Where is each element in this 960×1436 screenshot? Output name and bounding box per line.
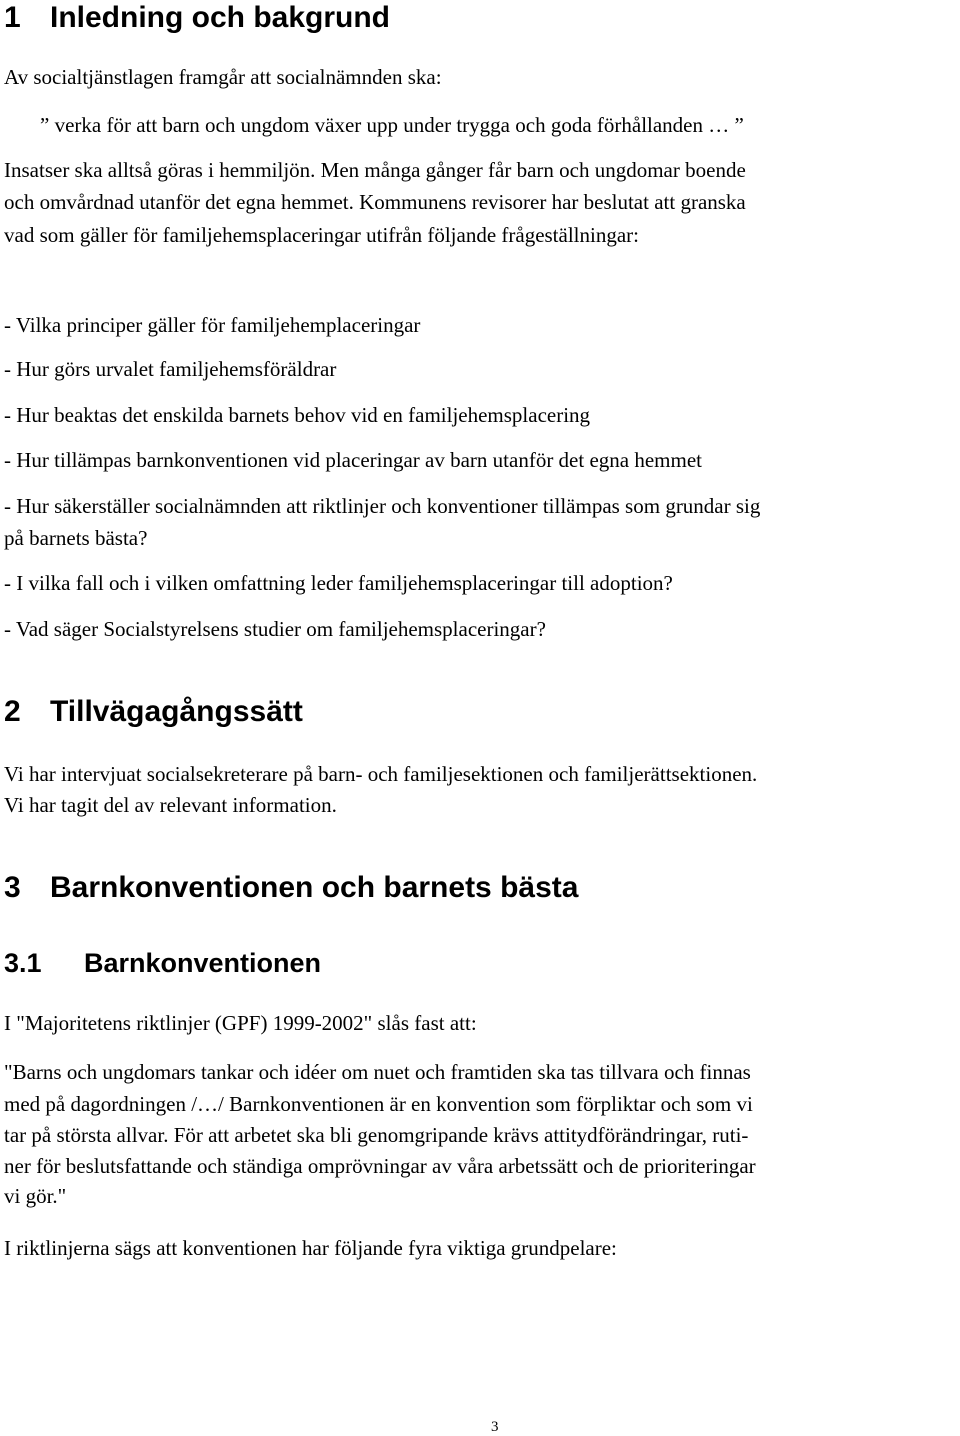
intro-lead: Av socialtjänstlagen framgår att socialnämnden ska: — [4, 65, 442, 89]
convention-quote-line: med på dagordningen /…/ Barnkonventionen är en konvention som förpliktar och som vi — [4, 1092, 753, 1116]
question-item: - Hur beaktas det enskilda barnets behov vid en familjehemsplacering — [4, 403, 591, 427]
section-number: 3.1 — [4, 948, 42, 978]
convention-quote-line: tar på största allvar. För att arbetet ska bli genomgripande krävs attitydförändringar, ruti- — [4, 1123, 749, 1147]
heading-section-3-1 — [4, 947, 321, 979]
method-line: Vi har tagit del av relevant information. — [4, 793, 337, 817]
question-item: - Hur säkerställer socialnämnden att riktlinjer och konventioner tillämpas som grundar sig — [4, 494, 761, 518]
section-number: 2 — [4, 695, 21, 728]
question-item: - Vilka principer gäller för familjehemplaceringar — [4, 313, 421, 337]
intro-line: vad som gäller för familjehemsplaceringar utifrån följande frågeställningar: — [4, 223, 639, 247]
section-title: Barnkonventionen — [84, 948, 322, 978]
question-item: - Hur tillämpas barnkonventionen vid placeringar av barn utanför det egna hemmet — [4, 448, 703, 472]
section-title: Barnkonventionen och barnets bästa — [50, 871, 579, 904]
question-item-continued: på barnets bästa? — [4, 526, 148, 550]
convention-quote-line: "Barns och ungdomars tankar och idéer om nuet och framtiden ska tas tillvara och finnas — [4, 1060, 751, 1084]
question-item: - Hur görs urvalet familjehemsföräldrar — [4, 357, 337, 381]
convention-quote-line: ner för beslutsfattande och ständiga omprövningar av våra arbetssätt och de prioriteringar — [4, 1154, 756, 1178]
convention-quote-line: vi gör." — [4, 1184, 67, 1208]
page-number: 3 — [491, 1419, 499, 1435]
convention-intro: I "Majoritetens riktlinjer (GPF) 1999-2002" slås fast att: — [4, 1011, 477, 1035]
section-title: Tillvägagångssätt — [50, 695, 303, 728]
question-item: - I vilka fall och i vilken omfattning leder familjehemsplaceringar till adoption? — [4, 571, 673, 595]
heading-section-3 — [4, 870, 578, 906]
intro-line: och omvårdnad utanför det egna hemmet. Kommunens revisorer har beslutat att granska — [4, 190, 746, 214]
section-number: 1 — [4, 1, 21, 34]
method-line: Vi har intervjuat socialsekreterare på barn- och familjesektionen och familjerättsektionen. — [4, 762, 758, 786]
convention-closing: I riktlinjerna sägs att konventionen har följande fyra viktiga grundpelare: — [4, 1236, 617, 1260]
heading-section-2 — [4, 694, 303, 730]
law-quote: ” verka för att barn och ungdom växer upp under trygga och goda förhållanden … ” — [40, 113, 744, 137]
intro-line: Insatser ska alltså göras i hemmiljön. Men många gånger får barn och ungdomar boende — [4, 158, 746, 182]
section-title: Inledning och bakgrund — [50, 1, 390, 34]
heading-section-1 — [4, 0, 390, 36]
question-item: - Vad säger Socialstyrelsens studier om familjehemsplaceringar? — [4, 617, 546, 641]
section-number: 3 — [4, 871, 21, 904]
